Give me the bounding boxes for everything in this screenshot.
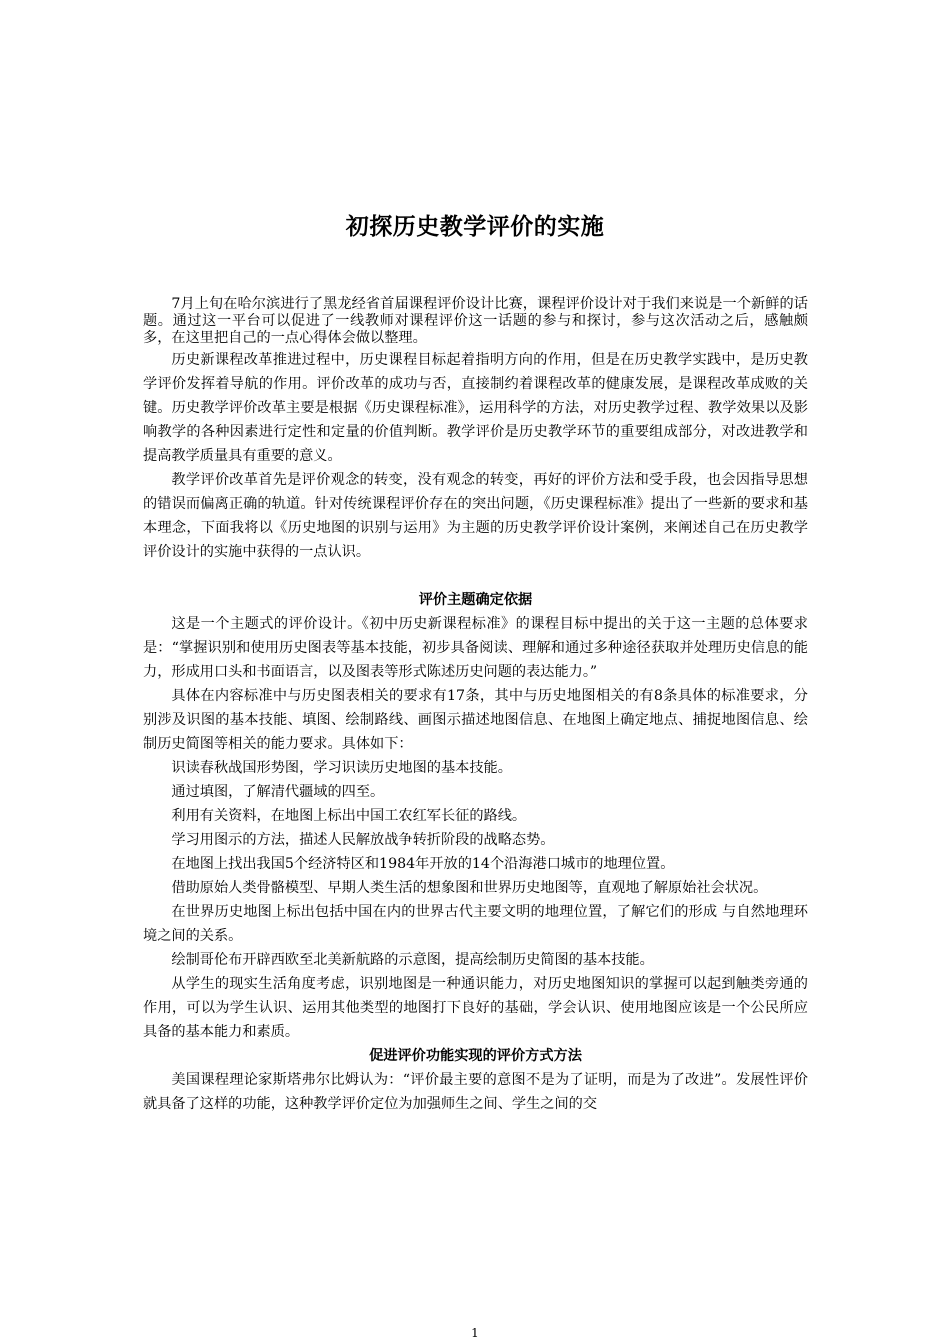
intro-paragraph: 7月上旬在哈尔滨进行了黑龙经省首届课程评价设计比赛，课程评价设计对于我们来说是一个新鲜的话题。通过这一平台可以促进了一线教师对课程评价这一话题的参与和探讨，参与这次活动之后，感触颇多，在这里把自己的一点心得体会做以整理。 <box>143 296 808 346</box>
paragraph: 从学生的现实生活角度考虑，识别地图是一种通识能力，对历史地图知识的掌握可以起到触类旁通的作用，可以为学生认识、运用其他类型的地图打下良好的基础，学会认识、使用地图应该是一个公民所应具备的基本能力和素质。 <box>143 976 808 1040</box>
list-item: 利用有关资料，在地图上标出中国工农红军长征的路线。 <box>171 808 527 824</box>
list-item: 识读春秋战国形势图，学习识读历史地图的基本技能。 <box>171 760 512 776</box>
paragraph: 历史新课程改革推进过程中，历史课程目标起着指明方向的作用，但是在历史教学实践中，是历史教学评价发挥着导航的作用。评价改革的成功与否，直接制约着课程改革的健康发展，是课程改革成败的关键。历史教学评价改革主要是根据《历史课程标准》，运用科学的方法，对历史教学过程、教学效果以及影响教学的各种因素进行定性和定量的价值判断。教学评价是历史教学环节的重要组成部分，对改进教学和提高教学质量具有重要的意义。 <box>143 352 808 464</box>
section-heading: 评价主题确定依据 <box>418 592 533 608</box>
list-item: 学习用图示的方法，描述人民解放战争转折阶段的战略态势。 <box>171 832 555 848</box>
document-title: 初探历史教学评价的实施 <box>345 214 605 240</box>
list-item: 绘制哥伦布开辟西欧至北美新航路的示意图，提高绘制历史简图的基本技能。 <box>171 952 654 968</box>
paragraph: 美国课程理论家斯塔弗尔比姆认为：“评价最主要的意图不是为了证明，而是为了改进”。发展性评价就具备了这样的功能，这种教学评价定位为加强师生之间、学生之间的交 <box>143 1072 808 1112</box>
paragraph: 这是一个主题式的评价设计。《初中历史新课程标准》的课程目标中提出的关于这一主题的总体要求是：“掌握识别和使用历史图表等基本技能，初步具备阅读、理解和通过多种途径获取并处理历史信息的能力，形成用口头和书面语言，以及图表等形式陈述历史问题的表达能力。” <box>143 616 808 680</box>
list-item: 在世界历史地图上标出包括中国在内的世界古代主要文明的地理位置，了解它们的形成 与自然地理环境之间的关系。 <box>143 904 808 944</box>
list-item: 在地图上找出我国5个经济特区和1984年开放的14个沿海港口城市的地理位置。 <box>171 856 675 872</box>
intro-block <box>143 296 808 347</box>
section-heading: 促进评价功能实现的评价方式方法 <box>369 1048 582 1064</box>
paragraph: 具体在内容标准中与历史图表相关的要求有17条，其中与历史地图相关的有8条具体的标准要求，分别涉及识图的基本技能、填图、绘制路线、画图示描述地图信息、在地图上确定地点、捕捉地图信息、绘制历史简图等相关的能力要求。具体如下： <box>143 688 808 752</box>
list-item: 通过填图，了解清代疆域的四至。 <box>171 784 385 800</box>
page-number: 1 <box>471 1326 479 1340</box>
body-block <box>143 348 808 1116</box>
list-item: 借助原始人类骨骼模型、早期人类生活的想象图和世界历史地图等，直观地了解原始社会状况。 <box>171 880 768 896</box>
paragraph: 教学评价改革首先是评价观念的转变，没有观念的转变，再好的评价方法和受手段，也会因指导思想的错误而偏离正确的轨道。针对传统课程评价存在的突出问题，《历史课程标准》提出了一些新的要求和基本理念，下面我将以《历史地图的识别与运用》为主题的历史教学评价设计案例，来阐述自己在历史教学评价设计的实施中获得的一点认识。 <box>143 472 808 560</box>
spacer <box>143 564 808 588</box>
